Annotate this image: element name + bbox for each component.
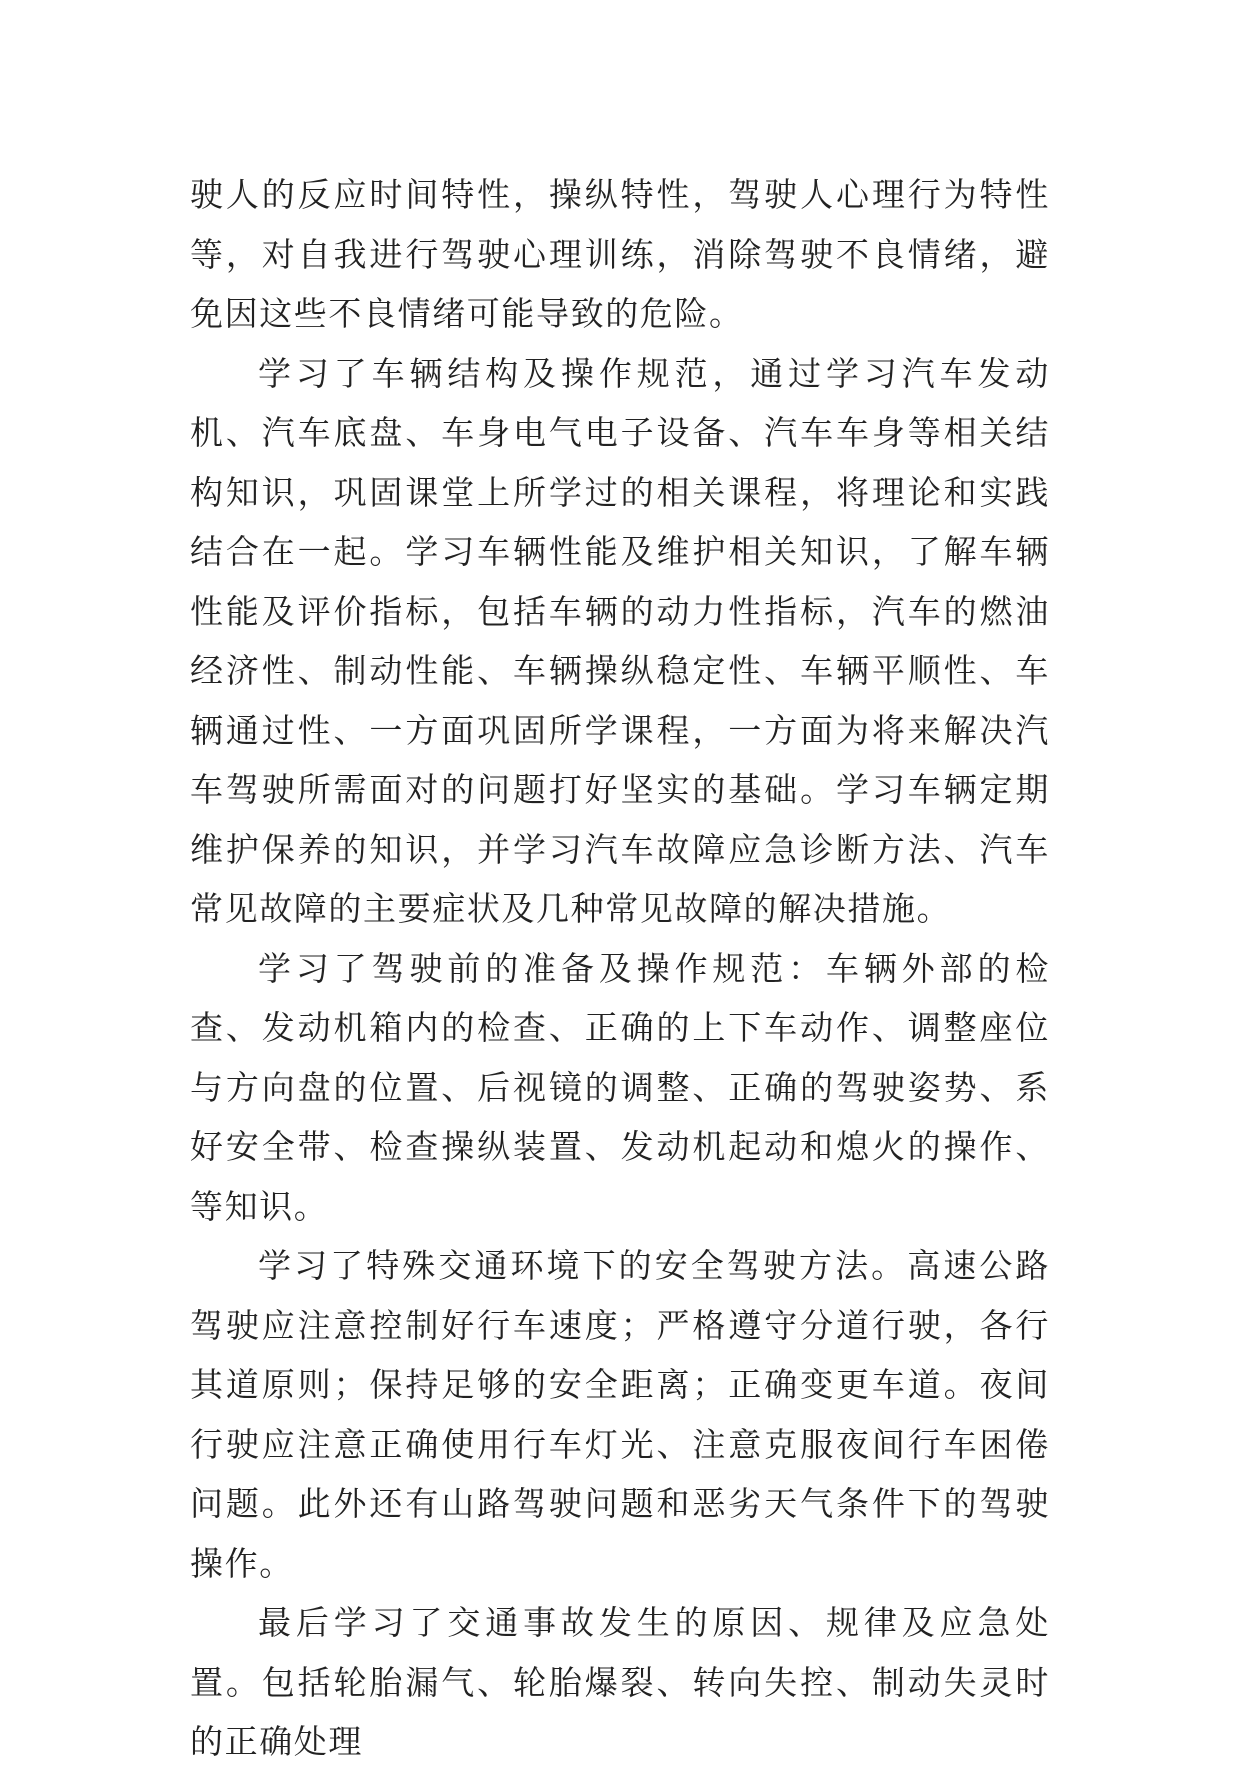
paragraph-pre-driving-preparation: 学习了驾驶前的准备及操作规范：车辆外部的检查、发动机箱内的检查、正确的上下车动作、调整座位与方向盘的位置、后视镜的调整、正确的驾驶姿势、系好安全带、检查操纵装置、发动机起动和熄火的操作、等知识。 xyxy=(190,948,1050,1226)
paragraph-special-traffic-environment: 学习了特殊交通环境下的安全驾驶方法。高速公路驾驶应注意控制好行车速度；严格遵守分道行驶，各行其道原则；保持足够的安全距离；正确变更车道。夜间行驶应注意正确使用行车灯光、注意克服夜间行车困倦问题。此外还有山路驾驶问题和恶劣天气条件下的驾驶操作。 xyxy=(190,1246,1050,1583)
paragraph-traffic-accidents: 最后学习了交通事故发生的原因、规律及应急处置。包括轮胎漏气、轮胎爆裂、转向失控、制动失灵时的正确处理 xyxy=(190,1603,1050,1761)
paragraph-vehicle-structure: 学习了车辆结构及操作规范，通过学习汽车发动机、汽车底盘、车身电气电子设备、汽车车身等相关结构知识，巩固课堂上所学过的相关课程，将理论和实践结合在一起。学习车辆性能及维护相关知识，了解车辆性能及评价指标，包括车辆的动力性指标，汽车的燃油经济性、制动性能、车辆操纵稳定性、车辆平顺性、车辆通过性、一方面巩固所学课程，一方面为将来解决汽车驾驶所需面对的问题打好坚实的基础。学习车辆定期维护保养的知识，并学习汽车故障应急诊断方法、汽车常见故障的主要症状及几种常见故障的解决措施。 xyxy=(190,353,1050,928)
paragraph-continuation: 驶人的反应时间特性，操纵特性，驾驶人心理行为特性等，对自我进行驾驶心理训练，消除驾驶不良情绪，避免因这些不良情绪可能导致的危险。 xyxy=(190,175,1050,333)
document-body xyxy=(190,165,1050,1772)
